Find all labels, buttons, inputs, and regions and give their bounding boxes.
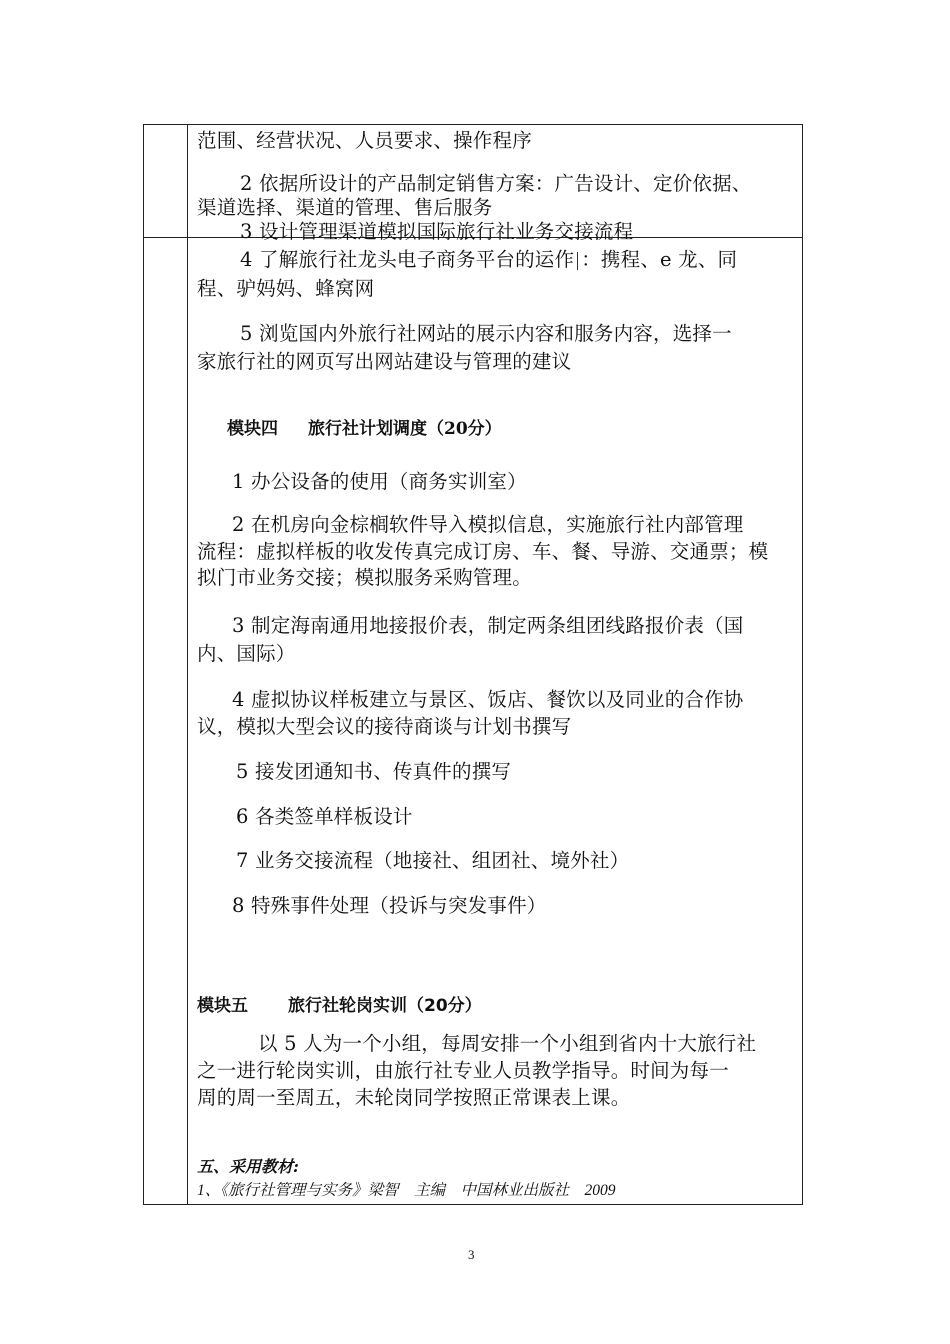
text-cursor: [577, 252, 578, 270]
list-item: 内、国际）: [197, 642, 296, 665]
list-item: 拟门市业务交接；模拟服务采购管理。: [197, 566, 532, 589]
module4-heading: [227, 417, 502, 441]
list-item: 5 接发团通知书、传真件的撰写: [236, 760, 512, 783]
paragraph-line: 周的周一至周五，未轮岗同学按照正常课表上课。: [197, 1086, 631, 1109]
list-item: 8 特殊事件处理（投诉与突发事件）: [232, 894, 547, 917]
list-item: 议，模拟大型会议的接待商谈与计划书撰写: [197, 715, 572, 738]
text-line: 范围、经营状况、人员要求、操作程序: [197, 129, 532, 152]
list-item: 3 制定海南通用地接报价表，制定两条组团线路报价表（国: [232, 614, 744, 637]
module4-label: 模块四: [227, 419, 278, 439]
paragraph-line: 之一进行轮岗实训，由旅行社专业人员教学指导。时间为每一: [197, 1059, 729, 1082]
module5-label: 模块五: [197, 996, 248, 1016]
list-item: 2 在机房向金棕榈软件导入模拟信息，实施旅行社内部管理: [232, 513, 744, 536]
text-segment: ：携程、e 龙、同: [581, 248, 738, 271]
list-item: 4 虚拟协议样板建立与景区、饭店、餐饮以及同业的合作协: [232, 688, 744, 711]
text-line: 程、驴妈妈、蜂窝网: [197, 277, 375, 300]
text-line: 5 浏览国内外旅行社网站的展示内容和服务内容，选择一: [240, 322, 732, 345]
list-item: 1 办公设备的使用（商务实训室）: [232, 470, 527, 493]
paragraph-line: 以 5 人为一个小组，每周安排一个小组到省内十大旅行社: [258, 1032, 757, 1055]
text-segment: 4 了解旅行社龙头电子商务平台的运作: [240, 248, 575, 271]
text-line: [240, 244, 737, 275]
list-item: 7 业务交接流程（地接社、组团社、境外社）: [236, 849, 630, 872]
list-item: 6 各类签单样板设计: [236, 805, 413, 828]
module5-heading: [197, 994, 482, 1018]
module5-title: 旅行社轮岗实训（20分）: [288, 996, 482, 1016]
text-line: 2 依据所设计的产品制定销售方案：广告设计、定价依据、: [240, 172, 752, 195]
list-item: 流程：虚拟样板的收发传真完成订房、车、餐、导游、交通票；模: [197, 540, 769, 563]
table-column-divider: [187, 124, 188, 1205]
reference-item: 1、《旅行社管理与实务》梁智 主编 中国林业出版社 2009: [197, 1182, 616, 1199]
module4-title: 旅行社计划调度（20分）: [308, 419, 502, 439]
text-line: 渠道选择、渠道的管理、售后服务: [197, 196, 493, 219]
page-number: 3: [468, 1247, 475, 1262]
section5-heading: 五、采用教材:: [197, 1157, 299, 1176]
text-line: 家旅行社的网页写出网站建设与管理的建议: [197, 350, 572, 373]
text-line: 3 设计管理渠道模拟国际旅行社业务交接流程: [240, 220, 634, 243]
